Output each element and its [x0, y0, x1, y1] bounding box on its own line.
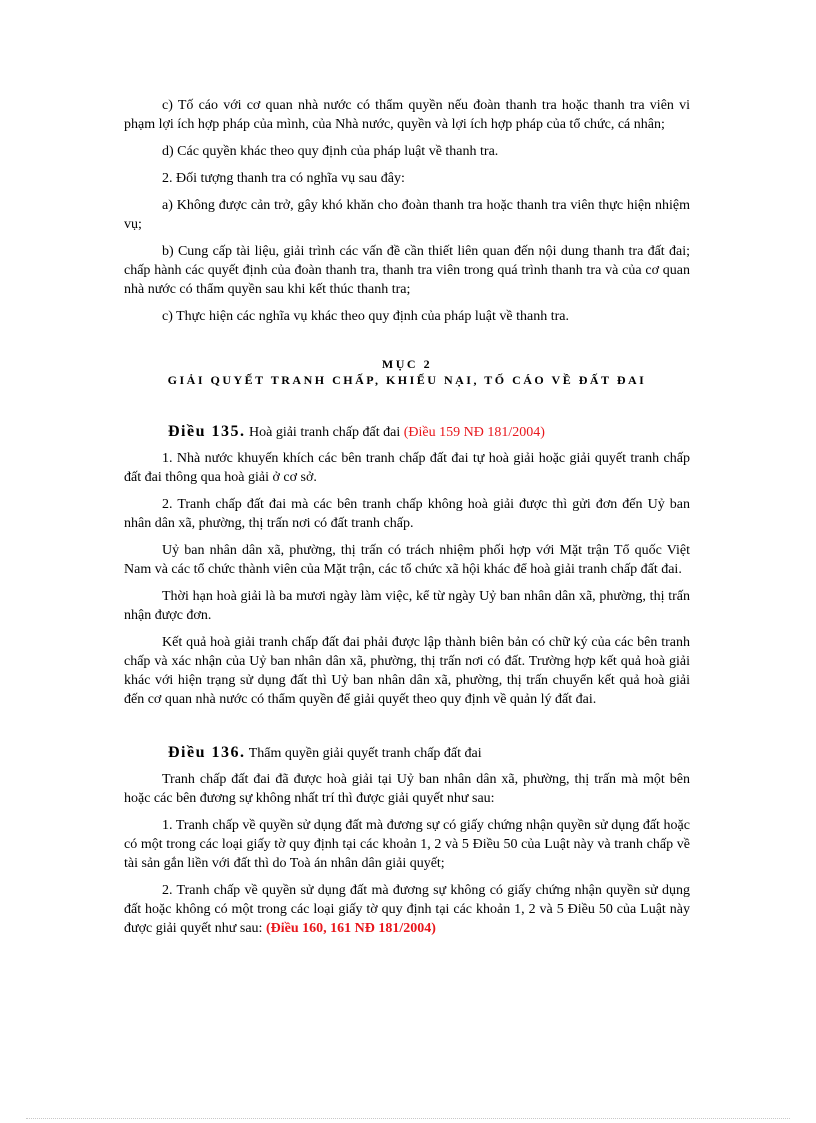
article-reference: (Điều 159 NĐ 181/2004) [403, 425, 545, 440]
paragraph: c) Tố cáo với cơ quan nhà nước có thẩm quyền nếu đoàn thanh tra hoặc thanh tra viên vi phạm lợi ích hợp pháp của mình, của Nhà nước, quyền và lợi ích hợp pháp của tổ chức, cá nhân; [124, 98, 690, 132]
paragraph: Thời hạn hoà giải là ba mươi ngày làm việc, kể từ ngày Uỷ ban nhân dân xã, phường, thị trấn nhận được đơn. [124, 589, 690, 623]
section-heading [124, 356, 690, 388]
paragraph-text: 2. Tranh chấp về quyền sử dụng đất mà đương sự không có giấy chứng nhận quyền sử dụng đất hoặc không có một trong các loại giấy tờ quy định tại các khoản 1, 2 và 5 Điều 50 của Luật này được giải quyết như sau: [124, 883, 690, 936]
article-number: Điều 136. [168, 744, 246, 761]
document-page [124, 96, 690, 946]
paragraph: d) Các quyền khác theo quy định của pháp luật về thanh tra. [162, 144, 499, 159]
paragraph: a) Không được cản trở, gây khó khăn cho đoàn thanh tra hoặc thanh tra viên thực hiện nhiệm vụ; [124, 198, 690, 232]
paragraph: 1. Nhà nước khuyến khích các bên tranh chấp đất đai tự hoà giải hoặc giải quyết tranh chấp đất đai thông qua hoà giải ở cơ sở. [124, 451, 690, 485]
section-title: GIẢI QUYẾT TRANH CHẤP, KHIẾU NẠI, TỐ CÁO VỀ ĐẤT ĐAI [167, 373, 647, 387]
paragraph: Tranh chấp đất đai đã được hoà giải tại Uỷ ban nhân dân xã, phường, thị trấn mà một bên hoặc các bên đương sự không nhất trí thì được giải quyết như sau: [124, 772, 690, 806]
article-number: Điều 135. [168, 423, 246, 440]
paragraph: Kết quả hoà giải tranh chấp đất đai phải được lập thành biên bản có chữ ký của các bên tranh chấp và xác nhận của Uỷ ban nhân dân xã, phường, thị trấn nơi có đất. Trường hợp kết quả hoà giải khác với hiện trạng sử dụng đất thì Uỷ ban nhân dân xã, phường, thị trấn chuyển kết quả hoà giải đến cơ quan nhà nước có thẩm quyền để giải quyết theo quy định về quản lý đất đai. [124, 635, 690, 707]
spacer [124, 717, 690, 743]
article-title: Hoà giải tranh chấp đất đai [249, 425, 401, 440]
article-reference: (Điều 160, 161 NĐ 181/2004) [265, 921, 436, 936]
paragraph: 1. Tranh chấp về quyền sử dụng đất mà đương sự có giấy chứng nhận quyền sử dụng đất hoặc có một trong các loại giấy tờ quy định tại các khoản 1, 2 và 5 Điều 50 của Luật này và tranh chấp về tài sản gắn liền với đất thì do Toà án nhân dân giải quyết; [124, 818, 690, 871]
paragraph-with-reference [124, 881, 690, 938]
paragraph: 2. Đối tượng thanh tra có nghĩa vụ sau đây: [162, 171, 405, 186]
page-bottom-divider [26, 1118, 790, 1119]
paragraph: b) Cung cấp tài liệu, giải trình các vấn đề cần thiết liên quan đến nội dung thanh tra đất đai; chấp hành các quyết định của đoàn thanh tra, thanh tra viên trong quá trình thanh tra và của cơ quan nhà nước có thẩm quyền sau khi kết thúc thanh tra; [124, 244, 690, 297]
paragraph: c) Thực hiện các nghĩa vụ khác theo quy định của pháp luật về thanh tra. [162, 309, 569, 324]
article-136-heading [124, 743, 690, 764]
article-135-heading [124, 422, 690, 443]
section-label: MỤC 2 [381, 357, 433, 371]
article-title: Thẩm quyền giải quyết tranh chấp đất đai [248, 746, 482, 761]
paragraph: Uỷ ban nhân dân xã, phường, thị trấn có trách nhiệm phối hợp với Mặt trận Tổ quốc Việt Nam và các tổ chức thành viên của Mặt trận, các tổ chức xã hội khác để hoà giải tranh chấp đất đai. [124, 543, 690, 577]
paragraph: 2. Tranh chấp đất đai mà các bên tranh chấp không hoà giải được thì gửi đơn đến Uỷ ban nhân dân xã, phường, thị trấn nơi có đất tranh chấp. [124, 497, 690, 531]
